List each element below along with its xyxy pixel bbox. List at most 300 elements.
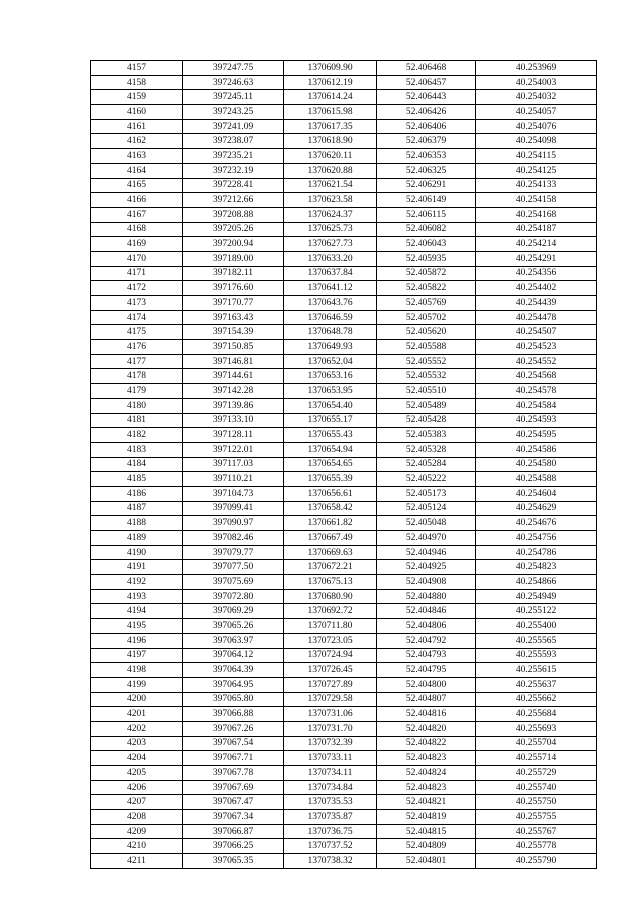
longitude-cell: 40.254578 [476,384,597,399]
x-coordinate-cell: 397241.09 [183,119,284,134]
latitude-cell: 52.406353 [377,149,476,164]
y-coordinate-cell: 1370667.49 [284,531,377,546]
table-row [91,398,597,413]
point-number-cell: 4207 [91,795,183,810]
x-coordinate-cell: 397069.29 [183,604,284,619]
point-number-cell: 4170 [91,251,183,266]
y-coordinate-cell: 1370627.73 [284,237,377,252]
y-coordinate-cell: 1370625.73 [284,222,377,237]
latitude-cell: 52.405124 [377,501,476,516]
x-coordinate-cell: 397072.80 [183,589,284,604]
table-row [91,442,597,457]
point-number-cell: 4159 [91,90,183,105]
latitude-cell: 52.405284 [377,457,476,472]
longitude-cell: 40.254629 [476,501,597,516]
longitude-cell: 40.255740 [476,780,597,795]
latitude-cell: 52.404925 [377,560,476,575]
y-coordinate-cell: 1370661.82 [284,516,377,531]
longitude-cell: 40.254523 [476,340,597,355]
x-coordinate-cell: 397243.25 [183,105,284,120]
table-row [91,766,597,781]
point-number-cell: 4186 [91,486,183,501]
x-coordinate-cell: 397064.12 [183,648,284,663]
latitude-cell: 52.404806 [377,619,476,634]
table-row [91,325,597,340]
latitude-cell: 52.404816 [377,707,476,722]
point-number-cell: 4167 [91,207,183,222]
table-row [91,310,597,325]
x-coordinate-cell: 397066.87 [183,824,284,839]
longitude-cell: 40.254187 [476,222,597,237]
table-row [91,472,597,487]
point-number-cell: 4175 [91,325,183,340]
point-number-cell: 4168 [91,222,183,237]
table-row [91,457,597,472]
table-row [91,531,597,546]
latitude-cell: 52.405532 [377,369,476,384]
latitude-cell: 52.405769 [377,296,476,311]
longitude-cell: 40.254003 [476,75,597,90]
longitude-cell: 40.255122 [476,604,597,619]
longitude-cell: 40.254595 [476,428,597,443]
y-coordinate-cell: 1370723.05 [284,633,377,648]
x-coordinate-cell: 397067.26 [183,721,284,736]
table-row [91,90,597,105]
table-row [91,384,597,399]
table-row [91,149,597,164]
latitude-cell: 52.406406 [377,119,476,134]
point-number-cell: 4203 [91,736,183,751]
table-row [91,105,597,120]
y-coordinate-cell: 1370675.13 [284,575,377,590]
table-row [91,75,597,90]
x-coordinate-cell: 397200.94 [183,237,284,252]
point-number-cell: 4179 [91,384,183,399]
longitude-cell: 40.254823 [476,560,597,575]
point-number-cell: 4204 [91,751,183,766]
latitude-cell: 52.405328 [377,442,476,457]
y-coordinate-cell: 1370654.65 [284,457,377,472]
longitude-cell: 40.254588 [476,472,597,487]
latitude-cell: 52.404819 [377,810,476,825]
y-coordinate-cell: 1370643.76 [284,296,377,311]
y-coordinate-cell: 1370736.75 [284,824,377,839]
latitude-cell: 52.406291 [377,178,476,193]
latitude-cell: 52.404823 [377,780,476,795]
y-coordinate-cell: 1370655.17 [284,413,377,428]
longitude-cell: 40.254584 [476,398,597,413]
table-row [91,795,597,810]
point-number-cell: 4183 [91,442,183,457]
y-coordinate-cell: 1370732.39 [284,736,377,751]
x-coordinate-cell: 397228.41 [183,178,284,193]
x-coordinate-cell: 397154.39 [183,325,284,340]
latitude-cell: 52.405428 [377,413,476,428]
longitude-cell: 40.254356 [476,266,597,281]
x-coordinate-cell: 397066.88 [183,707,284,722]
x-coordinate-cell: 397104.73 [183,486,284,501]
latitude-cell: 52.404800 [377,677,476,692]
x-coordinate-cell: 397067.54 [183,736,284,751]
table-row [91,707,597,722]
x-coordinate-cell: 397063.97 [183,633,284,648]
longitude-cell: 40.254568 [476,369,597,384]
point-number-cell: 4163 [91,149,183,164]
x-coordinate-cell: 397099.41 [183,501,284,516]
y-coordinate-cell: 1370637.84 [284,266,377,281]
longitude-cell: 40.255767 [476,824,597,839]
point-number-cell: 4195 [91,619,183,634]
point-number-cell: 4157 [91,61,183,76]
y-coordinate-cell: 1370734.84 [284,780,377,795]
latitude-cell: 52.404824 [377,766,476,781]
latitude-cell: 52.405588 [377,340,476,355]
table-row [91,692,597,707]
latitude-cell: 52.405510 [377,384,476,399]
table-row [91,648,597,663]
latitude-cell: 52.404846 [377,604,476,619]
longitude-cell: 40.254552 [476,354,597,369]
x-coordinate-cell: 397247.75 [183,61,284,76]
point-number-cell: 4181 [91,413,183,428]
latitude-cell: 52.406043 [377,237,476,252]
latitude-cell: 52.405173 [377,486,476,501]
longitude-cell: 40.255637 [476,677,597,692]
latitude-cell: 52.404820 [377,721,476,736]
point-number-cell: 4196 [91,633,183,648]
x-coordinate-cell: 397144.61 [183,369,284,384]
point-number-cell: 4193 [91,589,183,604]
x-coordinate-cell: 397245.11 [183,90,284,105]
longitude-cell: 40.254158 [476,193,597,208]
x-coordinate-cell: 397238.07 [183,134,284,149]
table-row [91,516,597,531]
y-coordinate-cell: 1370653.95 [284,384,377,399]
latitude-cell: 52.404880 [377,589,476,604]
x-coordinate-cell: 397189.00 [183,251,284,266]
point-number-cell: 4188 [91,516,183,531]
y-coordinate-cell: 1370724.94 [284,648,377,663]
point-number-cell: 4199 [91,677,183,692]
x-coordinate-cell: 397128.11 [183,428,284,443]
table-row [91,222,597,237]
table-row [91,721,597,736]
point-number-cell: 4201 [91,707,183,722]
y-coordinate-cell: 1370656.61 [284,486,377,501]
y-coordinate-cell: 1370633.20 [284,251,377,266]
longitude-cell: 40.254478 [476,310,597,325]
y-coordinate-cell: 1370623.58 [284,193,377,208]
x-coordinate-cell: 397146.81 [183,354,284,369]
latitude-cell: 52.405822 [377,281,476,296]
latitude-cell: 52.405872 [377,266,476,281]
x-coordinate-cell: 397067.47 [183,795,284,810]
table-row [91,251,597,266]
table-row [91,633,597,648]
point-number-cell: 4191 [91,560,183,575]
latitude-cell: 52.406082 [377,222,476,237]
table-row [91,369,597,384]
point-number-cell: 4173 [91,296,183,311]
x-coordinate-cell: 397246.63 [183,75,284,90]
y-coordinate-cell: 1370734.11 [284,766,377,781]
y-coordinate-cell: 1370655.43 [284,428,377,443]
y-coordinate-cell: 1370735.87 [284,810,377,825]
x-coordinate-cell: 397075.69 [183,575,284,590]
x-coordinate-cell: 397077.50 [183,560,284,575]
point-number-cell: 4166 [91,193,183,208]
y-coordinate-cell: 1370655.39 [284,472,377,487]
longitude-cell: 40.254076 [476,119,597,134]
latitude-cell: 52.406468 [377,61,476,76]
x-coordinate-cell: 397065.80 [183,692,284,707]
latitude-cell: 52.405935 [377,251,476,266]
x-coordinate-cell: 397067.34 [183,810,284,825]
x-coordinate-cell: 397133.10 [183,413,284,428]
latitude-cell: 52.406149 [377,193,476,208]
table-row [91,736,597,751]
longitude-cell: 40.254866 [476,575,597,590]
latitude-cell: 52.405222 [377,472,476,487]
longitude-cell: 40.255755 [476,810,597,825]
longitude-cell: 40.255750 [476,795,597,810]
latitude-cell: 52.404821 [377,795,476,810]
point-number-cell: 4200 [91,692,183,707]
longitude-cell: 40.254949 [476,589,597,604]
table-row [91,340,597,355]
x-coordinate-cell: 397064.39 [183,663,284,678]
point-number-cell: 4194 [91,604,183,619]
x-coordinate-cell: 397235.21 [183,149,284,164]
x-coordinate-cell: 397205.26 [183,222,284,237]
point-number-cell: 4189 [91,531,183,546]
table-row [91,619,597,634]
latitude-cell: 52.404946 [377,545,476,560]
point-number-cell: 4187 [91,501,183,516]
y-coordinate-cell: 1370612.19 [284,75,377,90]
longitude-cell: 40.255400 [476,619,597,634]
point-number-cell: 4174 [91,310,183,325]
latitude-cell: 52.404809 [377,839,476,854]
latitude-cell: 52.406379 [377,134,476,149]
x-coordinate-cell: 397067.69 [183,780,284,795]
point-number-cell: 4177 [91,354,183,369]
x-coordinate-cell: 397082.46 [183,531,284,546]
y-coordinate-cell: 1370653.16 [284,369,377,384]
longitude-cell: 40.255684 [476,707,597,722]
y-coordinate-cell: 1370738.32 [284,854,377,869]
y-coordinate-cell: 1370618.90 [284,134,377,149]
x-coordinate-cell: 397182.11 [183,266,284,281]
y-coordinate-cell: 1370652.04 [284,354,377,369]
point-number-cell: 4178 [91,369,183,384]
latitude-cell: 52.404795 [377,663,476,678]
x-coordinate-cell: 397065.35 [183,854,284,869]
table-row [91,413,597,428]
point-number-cell: 4161 [91,119,183,134]
table-row [91,134,597,149]
longitude-cell: 40.254168 [476,207,597,222]
longitude-cell: 40.254057 [476,105,597,120]
longitude-cell: 40.254115 [476,149,597,164]
table-row [91,163,597,178]
latitude-cell: 52.404908 [377,575,476,590]
longitude-cell: 40.254676 [476,516,597,531]
y-coordinate-cell: 1370624.37 [284,207,377,222]
latitude-cell: 52.404807 [377,692,476,707]
point-number-cell: 4164 [91,163,183,178]
x-coordinate-cell: 397163.43 [183,310,284,325]
y-coordinate-cell: 1370731.70 [284,721,377,736]
latitude-cell: 52.405489 [377,398,476,413]
y-coordinate-cell: 1370649.93 [284,340,377,355]
longitude-cell: 40.254032 [476,90,597,105]
table-row [91,560,597,575]
y-coordinate-cell: 1370727.89 [284,677,377,692]
table-row [91,354,597,369]
table-row [91,266,597,281]
table-row [91,589,597,604]
longitude-cell: 40.254291 [476,251,597,266]
x-coordinate-cell: 397067.78 [183,766,284,781]
y-coordinate-cell: 1370731.06 [284,707,377,722]
longitude-cell: 40.254125 [476,163,597,178]
point-number-cell: 4197 [91,648,183,663]
y-coordinate-cell: 1370654.40 [284,398,377,413]
y-coordinate-cell: 1370672.21 [284,560,377,575]
point-number-cell: 4208 [91,810,183,825]
longitude-cell: 40.255565 [476,633,597,648]
longitude-cell: 40.254593 [476,413,597,428]
y-coordinate-cell: 1370617.35 [284,119,377,134]
point-number-cell: 4210 [91,839,183,854]
latitude-cell: 52.405620 [377,325,476,340]
point-number-cell: 4165 [91,178,183,193]
x-coordinate-cell: 397232.19 [183,163,284,178]
point-number-cell: 4182 [91,428,183,443]
x-coordinate-cell: 397090.97 [183,516,284,531]
table-row [91,207,597,222]
y-coordinate-cell: 1370658.42 [284,501,377,516]
y-coordinate-cell: 1370620.11 [284,149,377,164]
table-row [91,677,597,692]
latitude-cell: 52.406457 [377,75,476,90]
longitude-cell: 40.254133 [476,178,597,193]
x-coordinate-cell: 397176.60 [183,281,284,296]
latitude-cell: 52.405048 [377,516,476,531]
longitude-cell: 40.255778 [476,839,597,854]
table-row [91,751,597,766]
table-row [91,281,597,296]
x-coordinate-cell: 397079.77 [183,545,284,560]
table-row [91,119,597,134]
latitude-cell: 52.406426 [377,105,476,120]
table-row [91,193,597,208]
latitude-cell: 52.406325 [377,163,476,178]
point-number-cell: 4169 [91,237,183,252]
table-row [91,604,597,619]
x-coordinate-cell: 397139.86 [183,398,284,413]
point-number-cell: 4205 [91,766,183,781]
table-row [91,663,597,678]
table-row [91,839,597,854]
table-row [91,780,597,795]
y-coordinate-cell: 1370733.11 [284,751,377,766]
table-row [91,810,597,825]
point-number-cell: 4192 [91,575,183,590]
y-coordinate-cell: 1370621.54 [284,178,377,193]
table-row [91,501,597,516]
longitude-cell: 40.255714 [476,751,597,766]
table-row [91,575,597,590]
table-row [91,486,597,501]
longitude-cell: 40.254098 [476,134,597,149]
point-number-cell: 4162 [91,134,183,149]
y-coordinate-cell: 1370669.63 [284,545,377,560]
longitude-cell: 40.254439 [476,296,597,311]
y-coordinate-cell: 1370614.24 [284,90,377,105]
x-coordinate-cell: 397065.26 [183,619,284,634]
point-number-cell: 4160 [91,105,183,120]
point-number-cell: 4184 [91,457,183,472]
x-coordinate-cell: 397170.77 [183,296,284,311]
x-coordinate-cell: 397142.28 [183,384,284,399]
y-coordinate-cell: 1370641.12 [284,281,377,296]
table-row [91,61,597,76]
y-coordinate-cell: 1370609.90 [284,61,377,76]
y-coordinate-cell: 1370648.78 [284,325,377,340]
x-coordinate-cell: 397150.85 [183,340,284,355]
y-coordinate-cell: 1370737.52 [284,839,377,854]
latitude-cell: 52.404823 [377,751,476,766]
table-row [91,824,597,839]
y-coordinate-cell: 1370620.88 [284,163,377,178]
longitude-cell: 40.254604 [476,486,597,501]
coordinates-table [90,60,597,869]
x-coordinate-cell: 397066.25 [183,839,284,854]
longitude-cell: 40.255662 [476,692,597,707]
latitude-cell: 52.406443 [377,90,476,105]
longitude-cell: 40.254402 [476,281,597,296]
x-coordinate-cell: 397117.03 [183,457,284,472]
longitude-cell: 40.255729 [476,766,597,781]
longitude-cell: 40.254507 [476,325,597,340]
point-number-cell: 4202 [91,721,183,736]
point-number-cell: 4211 [91,854,183,869]
table-row [91,178,597,193]
x-coordinate-cell: 397212.66 [183,193,284,208]
y-coordinate-cell: 1370654.94 [284,442,377,457]
point-number-cell: 4209 [91,824,183,839]
point-number-cell: 4158 [91,75,183,90]
x-coordinate-cell: 397064.95 [183,677,284,692]
longitude-cell: 40.254214 [476,237,597,252]
point-number-cell: 4185 [91,472,183,487]
longitude-cell: 40.254580 [476,457,597,472]
y-coordinate-cell: 1370646.59 [284,310,377,325]
y-coordinate-cell: 1370692.72 [284,604,377,619]
y-coordinate-cell: 1370711.80 [284,619,377,634]
latitude-cell: 52.404801 [377,854,476,869]
longitude-cell: 40.254586 [476,442,597,457]
latitude-cell: 52.404822 [377,736,476,751]
longitude-cell: 40.255790 [476,854,597,869]
coordinates-table-body [91,61,597,869]
point-number-cell: 4180 [91,398,183,413]
table-row [91,237,597,252]
point-number-cell: 4206 [91,780,183,795]
x-coordinate-cell: 397208.88 [183,207,284,222]
